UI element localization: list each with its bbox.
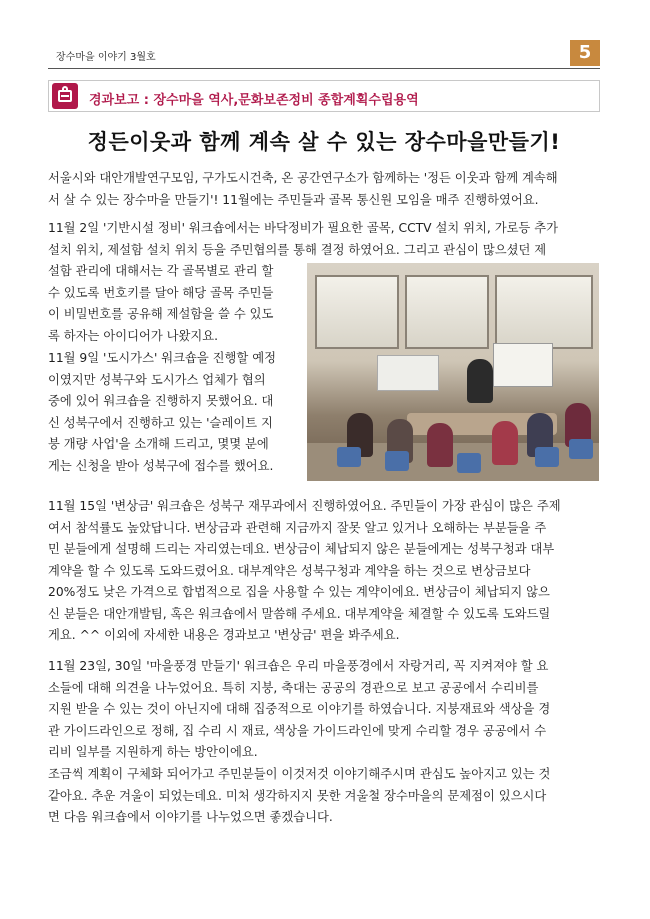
text-line: 붕 개량 사업'을 소개해 드리고, 몇몇 분에 [48, 437, 269, 451]
text-line: 조금씩 계획이 구체화 되어가고 주민분들이 이것저것 이야기해주시며 관심도 높아지고 있는 것 [48, 767, 551, 781]
section-label: 경과보고 : 장수마을 역사,문화보존정비 종합계획수립용역 [89, 93, 419, 108]
text-line: 소들에 대해 의견을 나누었어요. 특히 지붕, 축대는 공공의 경관으로 보고 공공에서 수리비를 [48, 680, 539, 695]
page-number: 5 [570, 40, 600, 66]
paragraph-closing [48, 764, 604, 829]
newsletter-title: 장수마을 이야기 3월호 [56, 52, 156, 63]
text-line: 면 다음 워크숍에서 이야기를 나누었으면 좋겠습니다. [48, 810, 333, 824]
text-line: 서울시와 대안개발연구모임, 구가도시건축, 온 공간연구소가 함께하는 '정든 이웃과 함께 계속해 [48, 171, 558, 185]
text-line: 11월 15일 '변상금' 워크숍은 성북구 재무과에서 진행하였어요. 주민들이 가장 관심이 많은 주제 [48, 499, 561, 513]
workshop-photo [307, 263, 599, 481]
text-line: 신 성북구에서 진행하고 있는 '슬레이트 지 [48, 415, 273, 430]
text-line: 11월 23일, 30일 '마을풍경 만들기' 워크숍은 우리 마을풍경에서 자랑거리, 꼭 지켜져야 할 요 [48, 659, 549, 673]
header-divider [48, 68, 600, 69]
section-heading-bar [48, 80, 600, 112]
text-line: 이 비밀번호를 공유해 제설함을 쓸 수 있도 [48, 307, 274, 321]
briefcase-icon [52, 83, 78, 109]
text-line: 지원 받을 수 있는 것이 아닌지에 대해 집중적으로 이야기를 하였습니다. 지붕재료와 색상을 경 [48, 702, 551, 716]
paragraph-landscape [48, 656, 604, 764]
paragraph-infrastructure-cont [48, 261, 302, 347]
text-line: 20%정도 낮은 가격으로 합법적으로 집을 사용할 수 있는 계약이에요. 변상금이 체납되지 않으 [48, 585, 550, 599]
text-line: 여서 참석률도 높았답니다. 변상금과 관련해 지금까지 잘못 알고 있거나 오해하는 부분들을 주 [48, 520, 547, 535]
text-line: 관 가이드라인으로 정해, 집 수리 시 재료, 색상을 가이드라인에 맞게 수리할 경우 공공에서 수 [48, 723, 547, 738]
text-line: 같아요. 추운 겨울이 되었는데요. 미처 생각하지지 못한 겨울철 장수마을의 문제점이 있으시다 [48, 788, 547, 803]
paragraph-intro [48, 168, 604, 211]
text-line: 리비 일부를 지원하게 하는 방안이에요. [48, 745, 258, 759]
paragraph-compensation [48, 496, 604, 647]
paragraph-gas [48, 348, 302, 477]
text-line: 설함 관리에 대해서는 각 골목별로 관리 할 [48, 264, 274, 278]
text-line: 11월 9일 '도시가스' 워크숍을 진행할 예정 [48, 351, 276, 365]
text-line: 민 분들에게 설명해 드리는 자리였는데요. 변상금이 체납되지 않은 분들에게는 성북구청과 대부 [48, 542, 555, 556]
text-line: 11월 2일 '기반시설 정비' 워크숍에서는 바닥정비가 필요한 골목, CCTV 설치 위치, 가로등 추가 [48, 221, 559, 235]
text-line: 수 있도록 번호키를 달아 해당 골목 주민들 [48, 285, 274, 300]
text-line: 중에 있어 워크숍을 진행하지 못했어요. 대 [48, 394, 274, 408]
text-line: 이였지만 성북구와 도시가스 업체가 협의 [48, 372, 266, 387]
text-line: 게는 신청을 받아 성북구에 접수를 했어요. [48, 458, 274, 473]
text-line: 계약을 할 수 있도록 도와드렸어요. 대부계약은 성북구청과 계약을 하는 것으로 변상금보다 [48, 563, 531, 578]
page-header [48, 40, 600, 68]
text-line: 신 분들은 대안개발팀, 혹은 워크숍에서 말씀해 주세요. 대부계약을 체결할 수 있도록 도와드릴 [48, 606, 551, 621]
text-line: 게요. ^^ 이외에 자세한 내용은 경과보고 '변상금' 편을 봐주세요. [48, 628, 400, 642]
article-headline: 정든이웃과 함께 계속 살 수 있는 장수마을만들기! [87, 130, 561, 154]
text-line: 설치 위치, 제설함 설치 위치 등을 주민협의를 통해 결정 하였어요. 그리고 관심이 많으셨던 제 [48, 242, 547, 257]
paragraph-infrastructure [48, 218, 604, 261]
text-line: 록 하자는 아이디어가 나왔지요. [48, 328, 219, 343]
text-line: 서 살 수 있는 장수마을 만들기'! 11월에는 주민들과 골목 통신원 모임을 매주 진행하였어요. [48, 192, 539, 207]
